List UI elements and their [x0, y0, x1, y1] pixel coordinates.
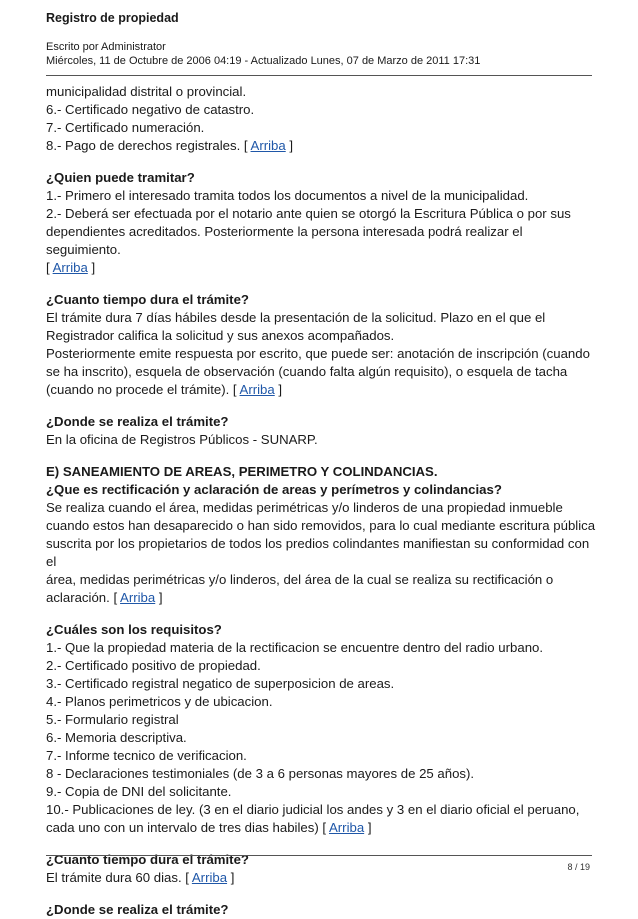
arriba-link[interactable]: Arriba [328, 820, 365, 835]
list-item: 7.- Informe tecnico de verificacion. [46, 748, 247, 763]
page-header [46, 10, 594, 68]
footer-divider [46, 855, 592, 856]
arriba-link[interactable]: Arriba [191, 870, 228, 885]
section-heading: ¿Cuanto tiempo dura el trámite? [46, 292, 249, 307]
list-item: 2.- Certificado positivo de propiedad. [46, 658, 261, 673]
section-heading: ¿Cuáles son los requisitos? [46, 622, 222, 637]
text-line: 6.- Certificado negativo de catastro. [46, 102, 255, 117]
text-line: municipalidad distrital o provincial. [46, 84, 247, 99]
section-heading: ¿Cuanto tiempo dura el trámite? [46, 852, 249, 867]
section-heading: ¿Que es rectificación y aclaración de areas y perímetros y colindancias? [46, 482, 502, 497]
list-item: 9.- Copia de DNI del solicitante. [46, 784, 232, 799]
list-item: 1.- Que la propiedad materia de la rectificacion se encuentre dentro del radio urbano. [46, 640, 544, 655]
section-heading: ¿Donde se realiza el trámite? [46, 414, 229, 429]
arriba-link[interactable]: Arriba [239, 382, 275, 397]
text-line: Posteriormente emite respuesta por escrito, que puede ser: anotación de inscripción (cuando [46, 346, 590, 361]
text-line: Registrador califica la solicitud y sus anexos acompañados. [46, 328, 395, 343]
text-line: En la oficina de Registros Públicos - SUNARP. [46, 432, 318, 447]
text-line: suscrita por los propietarios de todos los predios colindantes manifiestan su conformidad con el [46, 536, 590, 569]
page-number: 8 / 19 [567, 862, 590, 872]
dates-line: Miércoles, 11 de Octubre de 2006 04:19 - Actualizado Lunes, 07 de Marzo de 2011 17:31 [46, 55, 481, 67]
text-line: cada uno con un intervalo de tres dias habiles) [ Arriba ] [46, 820, 372, 835]
text-line: 1.- Primero el interesado tramita todos los documentos a nivel de la municipalidad. [46, 188, 529, 203]
section-heading: ¿Donde se realiza el trámite? [46, 902, 229, 917]
section-heading: ¿Quien puede tramitar? [46, 170, 195, 185]
list-item: 3.- Certificado registral negatico de superposicion de areas. [46, 676, 395, 691]
text-line: cuando estos han desaparecido o han sido removidos, para lo cual mediante escritura pública [46, 518, 596, 533]
header-divider [46, 75, 592, 76]
arriba-link[interactable]: Arriba [52, 260, 88, 275]
list-item: 6.- Memoria descriptiva. [46, 730, 187, 745]
text-line: aclaración. [ Arriba ] [46, 590, 163, 605]
text-line: El trámite dura 7 días hábiles desde la presentación de la solicitud. Plazo en el que el [46, 310, 546, 325]
text-line: área, medidas perimétricas y/o linderos, del área de la cual se realiza su rectificación o [46, 572, 554, 587]
text-line: [ Arriba ] [46, 260, 96, 275]
list-item: 10.- Publicaciones de ley. (3 en el diario judicial los andes y 3 en el diario oficial el peruano, [46, 802, 580, 817]
arriba-link[interactable]: Arriba [250, 138, 286, 153]
document-body [46, 83, 596, 919]
text-line: 7.- Certificado numeración. [46, 120, 205, 135]
text-line: 2.- Deberá ser efectuada por el notario ante quien se otorgó la Escritura Pública o por sus [46, 206, 571, 221]
list-item: 8 - Declaraciones testimoniales (de 3 a 6 personas mayores de 25 años). [46, 766, 475, 781]
text-line: se ha inscrito), esquela de observación (cuando falta algún requisito), o esquela de tacha [46, 364, 568, 379]
text-line: Se realiza cuando el área, medidas perimétricas y/o linderos de una propiedad inmueble [46, 500, 563, 515]
section-title: E) SANEAMIENTO DE AREAS, PERIMETRO Y COLINDANCIAS. [46, 464, 438, 479]
text-line: El trámite dura 60 dias. [ Arriba ] [46, 870, 235, 885]
text-line: 8.- Pago de derechos registrales. [ Arriba ] [46, 138, 294, 153]
document-title: Registro de propiedad [46, 11, 179, 25]
list-item: 4.- Planos perimetricos y de ubicacion. [46, 694, 273, 709]
list-item: 5.- Formulario registral [46, 712, 179, 727]
text-line: (cuando no procede el trámite). [ Arriba ] [46, 382, 283, 397]
arriba-link[interactable]: Arriba [120, 590, 156, 605]
text-line: dependientes acreditados. Posteriormente la persona interesada podrá realizar el seguimiento. [46, 224, 523, 257]
author-line: Escrito por Administrator [46, 41, 166, 53]
